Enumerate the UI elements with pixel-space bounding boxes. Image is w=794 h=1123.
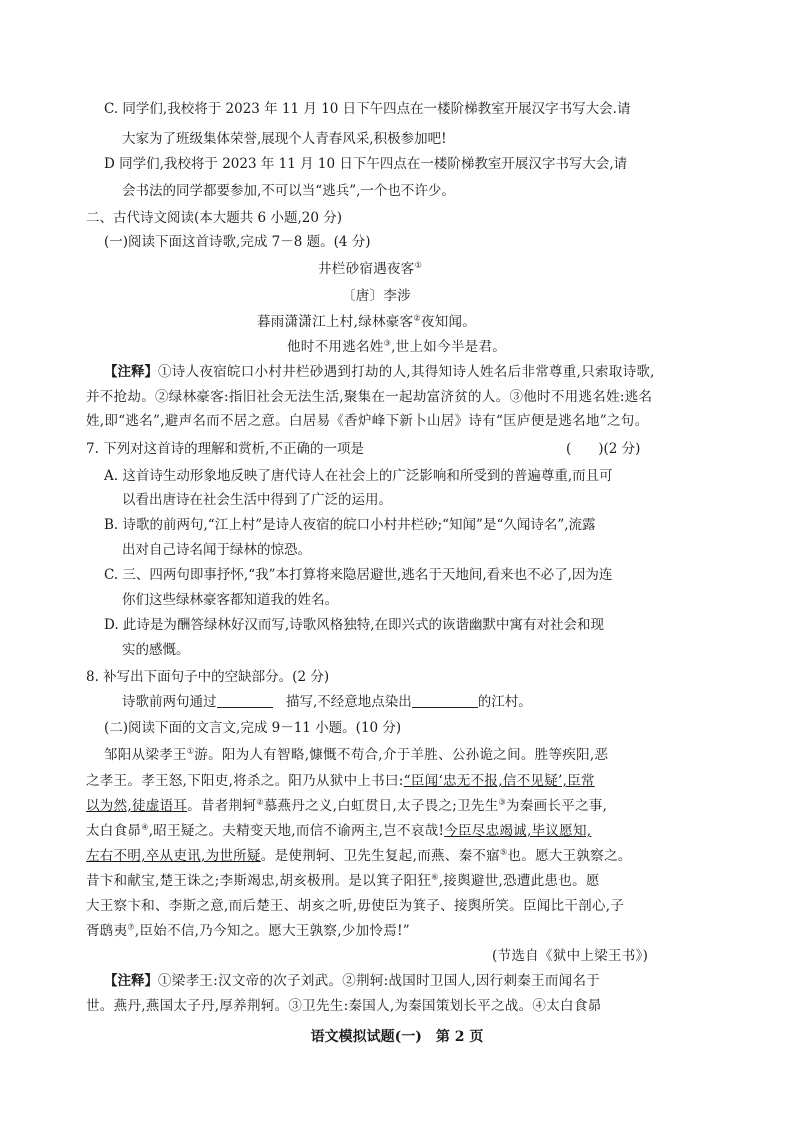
poem-line-1-footnote: ② <box>413 313 421 323</box>
passage-l2-a: 之孝王。孝王怒,下阳吏,将杀之。阳乃从狱中上书曰: <box>86 773 404 789</box>
poem-line-1b: 夜知闻。 <box>420 314 477 330</box>
q7-option-c-line1: C. 三、四两句即事抒怀,“我”本打算将来隐居避世,逃名于天地间,看来也不必了,因为连 <box>104 567 613 583</box>
passage-l1-a: 邹阳从梁孝王 <box>104 747 187 763</box>
option-d-line2: 会书法的同学都要参加,不可以当“逃兵”,一个也不许少。 <box>122 183 455 199</box>
passage-l8-footnote: ⑦ <box>127 922 135 932</box>
q7-answer-paren: ( )(2 分) <box>566 441 641 457</box>
poem-line-1a: 暮雨潇潇江上村,绿林豪客 <box>257 314 414 330</box>
poem-author: 〔唐〕李涉 <box>342 288 411 304</box>
passage-line-5 <box>86 846 632 866</box>
option-c-line1: C. 同学们,我校将于 2023 年 11 月 10 日下午四点在一楼阶梯教室开展汉字书写大会.请 <box>104 101 631 117</box>
passage-note-line1 <box>104 971 600 991</box>
q7-option-a-line2: 以看出唐诗在社会生活中得到了广泛的运用。 <box>122 492 392 508</box>
poem-note-text1: ①诗人夜宿皖口小村井栏砂遇到打劫的人,其得知诗人姓名后非常尊重,只索取诗歌, <box>158 364 655 380</box>
passage-l6-b: ,接舆避世,恐遭此患也。愿 <box>438 873 600 889</box>
passage-line-2 <box>86 771 595 791</box>
q7-option-b-line1: B. 诗歌的前两句,“江上村”是诗人夜宿的皖口小村井栏砂;“知闻”是“久闻诗名”,流露 <box>104 517 596 533</box>
passage-l3-underlined: 以为然,徒虚语耳 <box>86 798 188 814</box>
passage-note-line2: 世。燕丹,燕国太子丹,厚养荆轲。③卫先生:秦国人,为秦国策划长平之战。④太白食昴 <box>86 998 602 1014</box>
poem-note-line3: 姓,即“逃名”,避声名而不居之意。白居易《香炉峰下新卜山居》诗有“匡庐便是逃名地”之句。 <box>86 413 649 429</box>
q7-option-d-line2: 实的感慨。 <box>122 642 190 658</box>
poem-title <box>318 259 422 279</box>
poem-line-2b: ,世上如今半是君。 <box>391 339 507 355</box>
q8-fill-b: 描写,不经意地点染出 <box>286 694 412 710</box>
page-footer: 语文模拟试题(一) 第 2 页 <box>310 1029 484 1045</box>
passage-l3-b: 。昔者荆轲 <box>187 798 257 814</box>
q7-option-c-line2: 你们这些绿林豪客都知道我的姓名。 <box>122 592 338 608</box>
passage-l5-b: 。是使荆轲、卫先生复起,而燕、秦不寤 <box>260 848 500 864</box>
passage-l3-d: 为秦画长平之事, <box>506 798 608 814</box>
passage-source: (节选自《狱中上梁王书》) <box>492 948 649 964</box>
poem-line-2 <box>287 337 506 357</box>
section-heading: 二、古代诗文阅读(本大题共 6 小题,20 分) <box>86 210 342 226</box>
passage-l4-b: ,昭王疑之。夫精变天地,而信不谕两主,岂不哀哉! <box>148 823 445 839</box>
passage-line-3 <box>86 796 607 816</box>
passage-l8-b: ,臣始不信,乃今知之。愿大王孰察,少加怜焉!” <box>134 923 410 939</box>
passage-l5-c: 也。愿大王孰察之。 <box>507 848 632 864</box>
poem-note-line1 <box>104 362 655 382</box>
q8-stem: 8. 补写出下面句子中的空缺部分。(2 分) <box>86 669 330 685</box>
passage-l3-c: 慕燕丹之义,白虹贯日,太子畏之;卫先生 <box>263 798 499 814</box>
passage-l1-footnote: ① <box>186 746 195 756</box>
poem-note-label: 【注释】 <box>104 364 158 380</box>
part2-intro: (二)阅读下面的文言文,完成 9－11 小题。(10 分) <box>104 720 402 736</box>
passage-line-6 <box>86 871 600 891</box>
passage-l3-footnote-a: ② <box>256 797 264 807</box>
q7-option-d-line1: D. 此诗是为酬答绿林好汉而写,诗歌风格独特,在即兴式的诙谐幽默中寓有对社会和现 <box>104 617 605 633</box>
poem-title-footnote: ① <box>414 260 423 270</box>
q7-option-b-line2: 出对自己诗名闻于绿林的惊恐。 <box>122 542 311 558</box>
q8-blank-2[interactable] <box>412 693 478 708</box>
passage-line-1 <box>104 745 608 765</box>
part1-intro: (一)阅读下面这首诗歌,完成 7－8 题。(4 分) <box>104 234 371 250</box>
poem-line-1 <box>257 312 476 332</box>
q8-fill-a: 诗歌前两句通过 <box>122 694 217 710</box>
q8-fill-sentence <box>122 692 532 712</box>
passage-l5-footnote: ⑤ <box>500 847 508 857</box>
q7-stem: 7. 下列对这首诗的理解和赏析,不正确的一项是 <box>86 441 364 457</box>
poem-title-text: 井栏砂宿遇夜客 <box>318 261 415 277</box>
passage-l4-footnote: ④ <box>141 822 149 832</box>
option-c-line2: 大家为了班级集体荣誉,展现个人青春风采,积极参加吧! <box>122 131 447 147</box>
passage-note-label: 【注释】 <box>104 973 158 989</box>
passage-l4-underlined: 今臣尽忠竭诚,毕议愿知, <box>444 823 592 839</box>
passage-l4-a: 太白食昴 <box>86 823 142 839</box>
poem-line-2a: 他时不用逃名姓 <box>287 339 384 355</box>
passage-line-4 <box>86 821 591 841</box>
passage-l3-footnote-b: ③ <box>498 797 507 807</box>
q8-fill-c: 的江村。 <box>477 694 532 710</box>
passage-l8-a: 胥鸱夷 <box>86 923 128 939</box>
passage-l2-underlined: “臣闻‘忠无不报,信不见疑’,臣常 <box>403 773 595 789</box>
passage-l6-a: 昔卞和献宝,楚王诛之;李斯竭忠,胡亥极刑。是以箕子阳狂 <box>86 873 432 889</box>
poem-line-2-footnote: ③ <box>383 338 392 348</box>
passage-note-text1: ①梁孝王:汉文帝的次子刘武。②荆轲:战国时卫国人,因行刺秦王而闻名于 <box>158 973 601 989</box>
passage-line-7: 大王察卞和、李斯之意,而后楚王、胡亥之听,毋使臣为箕子、接舆所笑。臣闻比干剖心,子 <box>86 898 625 914</box>
option-d-line1: D 同学们,我校将于 2023 年 11 月 10 日下午四点在一楼阶梯教室开展汉字书写大会,请 <box>104 156 628 172</box>
passage-l6-footnote: ⑥ <box>431 872 439 882</box>
passage-l5-underlined: 左右不明,卒从吏讯,为世所疑 <box>86 848 261 864</box>
q8-blank-1[interactable] <box>217 693 273 708</box>
passage-line-8 <box>86 921 410 941</box>
passage-l1-b: 游。阳为人有智略,慷慨不苟合,介于羊胜、公孙诡之间。胜等疾阳,恶 <box>194 747 609 763</box>
q7-option-a-line1: A. 这首诗生动形象地反映了唐代诗人在社会上的广泛影响和所受到的普遍尊重,而且可 <box>104 468 613 484</box>
poem-note-line2: 并不抢劫。②绿林豪客:指旧社会无法生活,聚集在一起劫富济贫的人。③他时不用逃名姓:逃名 <box>86 389 653 405</box>
